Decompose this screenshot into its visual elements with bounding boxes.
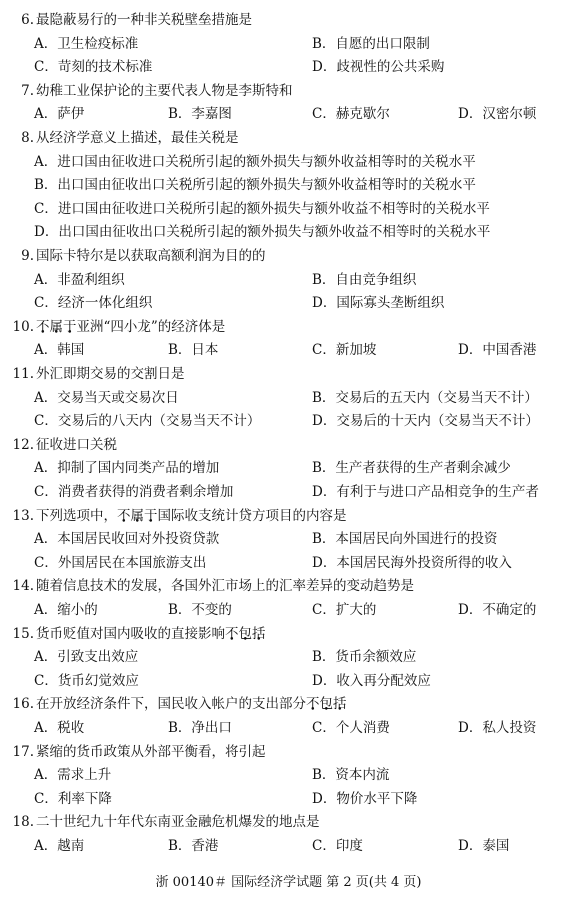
answer-option: D．中国香港 [458, 342, 537, 359]
answer-option: B．不变的 [168, 602, 232, 618]
emphasis-char: 不 [306, 696, 320, 713]
answer-option: C．个人消费 [312, 720, 390, 736]
answer-option: A．本国居民收回对外投资贷款 [34, 531, 220, 548]
answer-option: B．本国居民向外国进行的投资 [312, 531, 498, 548]
question-number: 9. [21, 248, 34, 264]
answer-option: A．韩国 [34, 342, 85, 359]
question-text: 二十世纪九十年代东南亚金融危机爆发的地点是 [36, 814, 320, 831]
question-number: 18. [12, 814, 34, 831]
emphasis-char: 于 [144, 507, 158, 524]
answer-option: B．香港 [168, 838, 219, 854]
answer-option: D．交易后的十天内（交易当天不计） [312, 413, 539, 430]
question-stem [4, 362, 185, 382]
question-stem [4, 79, 293, 99]
answer-option: A．需求上升 [34, 767, 112, 784]
emphasis-char: 包 [319, 696, 333, 713]
answer-option: C．赫克歇尔 [312, 106, 390, 123]
emphasis-char: 于 [63, 318, 77, 335]
answer-option: D．有利于与进口产品相竞争的生产者 [312, 484, 539, 500]
emphasized-text [36, 319, 77, 335]
answer-option: B．出口国由征收出口关税所引起的额外损失与额外收益相等时的关税水平 [34, 177, 476, 194]
question-text: 幼稚工业保护论的主要代表人物是李斯特和 [36, 82, 293, 99]
question-stem [4, 574, 414, 594]
answer-option: C．交易后的八天内（交易当天不计） [34, 413, 261, 430]
question-number: 6. [21, 12, 34, 28]
emphasized-text [306, 696, 347, 712]
answer-option: D．物价水平下降 [312, 790, 418, 807]
answer-option: B．日本 [168, 342, 219, 359]
emphasis-char: 不 [117, 507, 131, 524]
question-stem [4, 810, 320, 830]
question-stem [4, 740, 266, 760]
question-stem [4, 315, 225, 335]
answer-option: B．自愿的出口限制 [312, 35, 430, 52]
question-number: 17. [12, 743, 34, 760]
answer-option: A．抑制了国内同类产品的增加 [34, 460, 220, 477]
question-stem [4, 244, 266, 264]
answer-option: B．自由竞争组织 [312, 271, 417, 288]
question-text: 亚洲“四小龙”的经济体是 [76, 318, 226, 335]
question-stem [4, 8, 252, 28]
question-stem [4, 692, 347, 712]
answer-option: A．缩小的 [34, 602, 98, 618]
answer-option: D．本国居民海外投资所得的收入 [312, 554, 512, 571]
question-text: 随着信息技术的发展，各国外汇市场上的汇率差异的变动趋势是 [36, 578, 414, 595]
emphasis-char: 包 [238, 625, 252, 642]
answer-option: B．资本内流 [312, 767, 390, 784]
question-number: 11. [12, 366, 34, 382]
question-number: 15. [12, 625, 34, 642]
answer-option: B．李嘉图 [168, 106, 232, 123]
answer-option: D．歧视性的公共采购 [312, 59, 445, 76]
question-stem [4, 622, 266, 642]
question-number: 14. [12, 578, 34, 595]
question-number: 12. [12, 436, 34, 453]
question-number: 8. [21, 130, 34, 146]
answer-option: C．进口国由征收进口关税所引起的额外损失与额外收益不相等时的关税水平 [34, 200, 490, 217]
answer-option: D．出口国由征收出口关税所引起的额外损失与额外收益不相等时的关税水平 [34, 224, 491, 241]
answer-option: C．消费者获得的消费者剩余增加 [34, 484, 234, 500]
question-number: 7. [21, 82, 34, 99]
question-text: 在开放经济条件下，国民收入帐户的支出部分 [36, 696, 306, 713]
answer-option: A．卫生检疫标准 [34, 35, 139, 52]
answer-option: A．引致支出效应 [34, 649, 139, 666]
answer-option: A．萨伊 [34, 106, 85, 123]
answer-option: D．国际寡头垄断组织 [312, 295, 445, 312]
answer-option: C．新加坡 [312, 342, 377, 359]
question-text: 国际卡特尔是以获取高额利润为目的的 [36, 248, 266, 264]
answer-option: C．苛刻的技术标准 [34, 59, 153, 76]
answer-option: B．货币余额效应 [312, 649, 417, 666]
answer-option: D．泰国 [458, 838, 510, 854]
answer-option: C．外国居民在本国旅游支出 [34, 554, 207, 571]
answer-option: D．收入再分配效应 [312, 672, 431, 689]
emphasis-char: 括 [252, 625, 266, 642]
question-text: 征收进口关税 [36, 436, 117, 453]
emphasis-char: 不 [225, 625, 239, 642]
question-text: 从经济学意义上描述，最佳关税是 [36, 130, 239, 146]
page-footer: 浙 00140＃ 国际经济学试题 第 2 页(共 4 页) [155, 875, 422, 890]
answer-option: A．税收 [34, 720, 85, 736]
emphasis-char: 不 [36, 318, 50, 335]
answer-option: B．净出口 [168, 720, 232, 736]
question-number: 13. [12, 507, 34, 524]
question-stem [4, 126, 239, 146]
question-text: 下列选项中， [36, 507, 117, 524]
question-stem [4, 433, 117, 453]
emphasized-text [117, 508, 158, 524]
answer-option: B．交易后的五天内（交易当天不计） [312, 389, 538, 406]
emphasized-text [225, 626, 266, 642]
question-text: 货币贬值对国内吸收的直接影响 [36, 625, 225, 642]
answer-option: B．生产者获得的生产者剩余减少 [312, 460, 511, 477]
answer-option: A．进口国由征收进口关税所引起的额外损失与额外收益相等时的关税水平 [34, 153, 476, 170]
answer-option: C．扩大的 [312, 602, 377, 618]
answer-option: C．利率下降 [34, 790, 112, 807]
answer-option: D．汉密尔顿 [458, 106, 537, 123]
answer-option: D．不确定的 [458, 602, 537, 618]
question-text: 紧缩的货币政策从外部平衡看，将引起 [36, 743, 266, 760]
emphasis-char: 属 [130, 507, 144, 524]
answer-option: A．非盈利组织 [34, 271, 125, 288]
question-number: 16. [12, 696, 34, 713]
question-text: 最隐蔽易行的一种非关税壁垒措施是 [36, 12, 252, 28]
answer-option: C．印度 [312, 838, 363, 854]
question-number: 10. [12, 318, 34, 335]
answer-option: C．经济一体化组织 [34, 295, 153, 312]
emphasis-char: 括 [333, 696, 347, 713]
answer-option: A．越南 [34, 838, 85, 854]
emphasis-char: 属 [49, 318, 63, 335]
answer-option: A．交易当天或交易次日 [34, 389, 179, 406]
question-stem [4, 504, 347, 524]
answer-option: D．私人投资 [458, 720, 537, 736]
question-text: 国际收支统计贷方项目的内容是 [157, 507, 347, 524]
question-text: 外汇即期交易的交割日是 [36, 366, 185, 382]
answer-option: C．货币幻觉效应 [34, 672, 139, 689]
